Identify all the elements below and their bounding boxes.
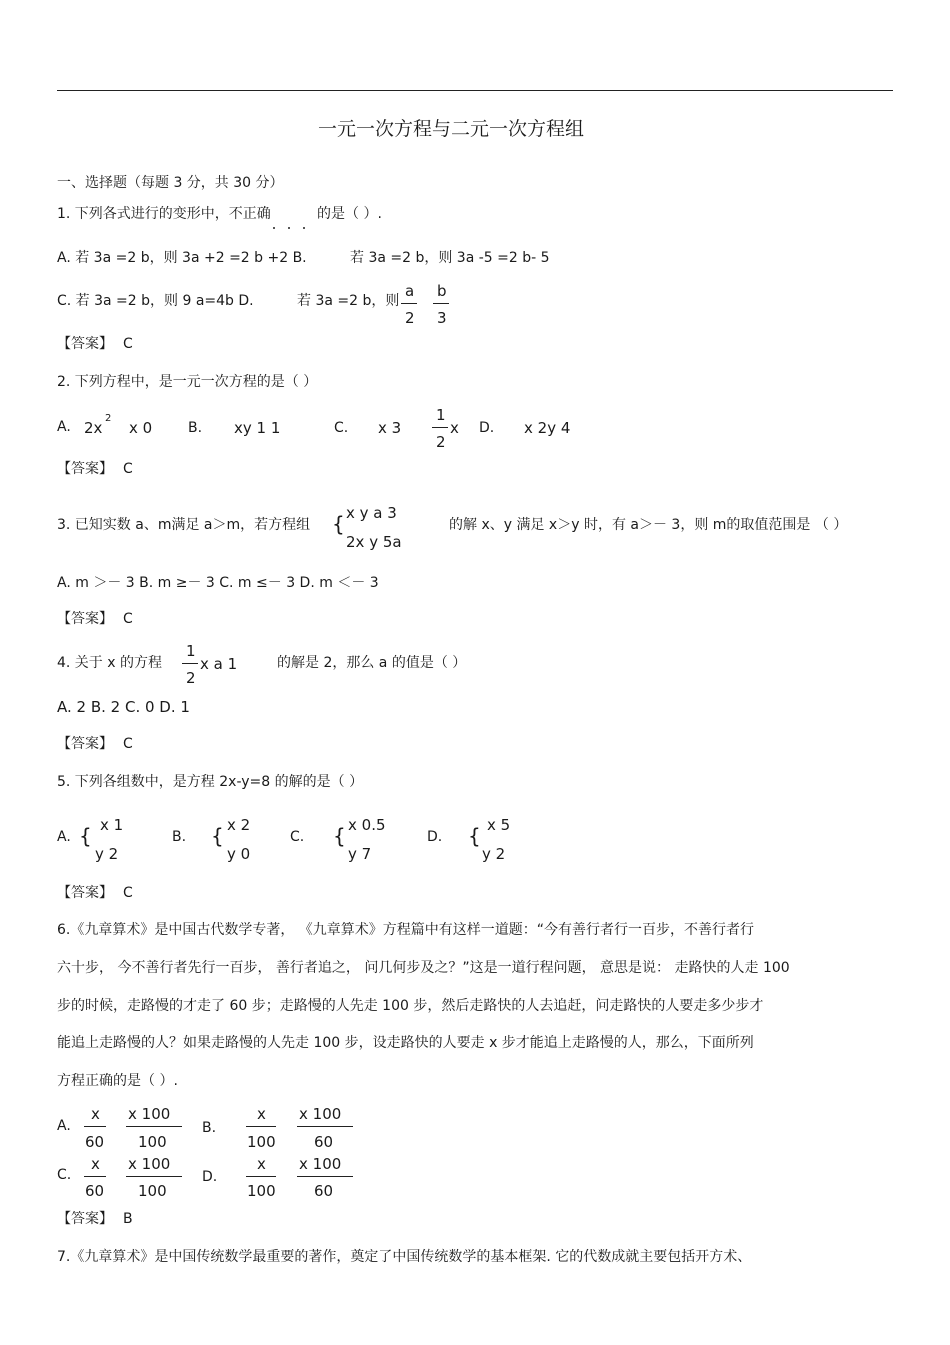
fraction-bar	[246, 1126, 276, 1127]
q4-stem-a: 4. 关于 x 的方程	[57, 655, 162, 671]
q6-line-5: 方程正确的是（ ）.	[57, 1073, 178, 1089]
option-label: C.	[334, 420, 349, 436]
q5-d-row-1: x 5	[487, 816, 511, 834]
option-label: A.	[57, 1118, 71, 1134]
fraction-denominator: 100	[138, 1182, 167, 1200]
system-brace: {	[332, 512, 345, 536]
q4-stem-b: 的解是 2，那么 a 的值是（ ）	[277, 655, 467, 671]
answer-label: 【答案】	[57, 736, 113, 752]
system-brace: {	[333, 824, 346, 848]
q5-stem: 5. 下列各组数中，是方程 2x-y=8 的解的是（ ）	[57, 774, 364, 790]
q7-line-1: 7.《九章算术》是中国传统数学最重要的著作，奠定了中国传统数学的基本框架. 它的代数成就主要包括开方术、	[57, 1249, 752, 1265]
fraction-numerator: x	[257, 1105, 266, 1123]
answer-label: 【答案】	[57, 611, 113, 627]
fraction-numerator: b	[437, 282, 447, 300]
fraction-bar	[433, 303, 449, 304]
option-label: D.	[427, 829, 443, 845]
q2-option-c-tail: x	[450, 419, 459, 437]
q1-option-d: 若 3a =2 b，则	[297, 293, 400, 309]
fraction-bar	[126, 1176, 182, 1177]
q2-stem: 2. 下列方程中，是一元一次方程的是（ ）	[57, 374, 318, 390]
q5-b-row-2: y 0	[227, 845, 251, 863]
fraction-numerator: a	[405, 282, 415, 300]
fraction-bar	[401, 303, 417, 304]
system-brace: {	[468, 824, 481, 848]
fraction-denominator: 100	[247, 1182, 276, 1200]
q2-option-a-tail: x 0	[129, 419, 153, 437]
system-row-1: x y a 3	[346, 504, 397, 522]
q2-option-b-expr: xy 1 1	[234, 419, 281, 437]
q6-line-3: 步的时候，走路慢的才走了 60 步；走路慢的人先走 100 步，然后走路快的人去追赶，问走路快的人要走多少步才	[57, 998, 764, 1014]
fraction-numerator: x 100	[128, 1105, 171, 1123]
option-label: A.	[57, 419, 71, 435]
q3-options: A. m ＞－ 3 B. m ≥－ 3 C. m ≤－ 3 D. m ＜－ 3	[57, 575, 379, 591]
option-label: B.	[172, 829, 187, 845]
fraction-denominator: 2	[436, 433, 446, 451]
fraction-bar	[432, 427, 448, 428]
system-row-2: 2x y 5a	[346, 533, 402, 551]
option-label: C.	[57, 1167, 72, 1183]
q3-stem-a: 3. 已知实数 a、m满足 a＞m，若方程组	[57, 517, 311, 533]
fraction-bar	[246, 1176, 276, 1177]
q5-c-row-2: y 7	[348, 845, 372, 863]
option-label: B.	[188, 420, 203, 436]
q6-line-4: 能追上走路慢的人？如果走路慢的人先走 100 步，设走路快的人要走 x 步才能追上走路慢的人，那么，下面所列	[57, 1035, 754, 1051]
answer-value: C	[123, 461, 133, 477]
exponent: 2	[105, 413, 112, 424]
q1-stem-a: 1. 下列各式进行的变形中，不正确	[57, 206, 271, 222]
fraction-numerator: 1	[436, 406, 446, 424]
q5-b-row-1: x 2	[227, 816, 251, 834]
answer-label: 【答案】	[57, 336, 113, 352]
fraction-bar	[84, 1176, 106, 1177]
fraction-denominator: 60	[314, 1182, 334, 1200]
page-title: 一元一次方程与二元一次方程组	[318, 118, 585, 140]
q2-option-a-expr: 2x	[84, 419, 103, 437]
fraction-numerator: x 100	[299, 1155, 342, 1173]
fraction-denominator: 60	[85, 1133, 105, 1151]
option-label: A.	[57, 829, 71, 845]
fraction-denominator: 3	[437, 309, 447, 327]
answer-value: B	[123, 1211, 133, 1227]
fraction-denominator: 100	[247, 1133, 276, 1151]
top-rule	[57, 90, 893, 91]
answer-value: C	[123, 736, 133, 752]
q2-option-c-expr: x 3	[378, 419, 402, 437]
system-brace: {	[211, 824, 224, 848]
answer-label: 【答案】	[57, 885, 113, 901]
q2-option-d-expr: x 2y 4	[524, 419, 571, 437]
q1-option-b: 若 3a =2 b，则 3a -5 =2 b- 5	[350, 250, 550, 266]
answer-label: 【答案】	[57, 461, 113, 477]
emphasis-dot	[288, 227, 290, 229]
answer-value: C	[123, 885, 133, 901]
fraction-bar	[297, 1176, 353, 1177]
emphasis-dot	[273, 227, 275, 229]
q3-stem-b: 的解 x、y 满足 x＞y 时，有 a＞－ 3，则 m的取值范围是 （ ）	[449, 517, 848, 533]
q4-options: A. 2 B. 2 C. 0 D. 1	[57, 698, 190, 716]
fraction-denominator: 2	[186, 669, 196, 687]
answer-value: C	[123, 611, 133, 627]
q1-option-a: A. 若 3a =2 b，则 3a +2 =2 b +2 B.	[57, 250, 307, 266]
option-label: B.	[202, 1120, 217, 1136]
section-heading: 一、选择题（每题 3 分，共 30 分）	[57, 175, 284, 191]
q4-equation: x a 1	[200, 655, 238, 673]
fraction-numerator: x	[257, 1155, 266, 1173]
fraction-denominator: 100	[138, 1133, 167, 1151]
fraction-numerator: x	[91, 1155, 100, 1173]
q6-line-2: 六十步， 今不善行者先行一百步， 善行者追之， 问几何步及之？”这是一道行程问题， 意思是说： 走路快的人走 100	[57, 960, 790, 976]
fraction-numerator: x 100	[128, 1155, 171, 1173]
q5-a-row-1: x 1	[100, 816, 124, 834]
option-label: D.	[479, 420, 495, 436]
option-label: C.	[290, 829, 305, 845]
q5-a-row-2: y 2	[95, 845, 119, 863]
q1-stem-b: 的是（ ）.	[317, 206, 382, 222]
answer-label: 【答案】	[57, 1211, 113, 1227]
q5-c-row-1: x 0.5	[348, 816, 386, 834]
fraction-bar	[297, 1126, 353, 1127]
fraction-numerator: 1	[186, 642, 196, 660]
fraction-bar	[84, 1126, 106, 1127]
fraction-denominator: 60	[314, 1133, 334, 1151]
fraction-denominator: 60	[85, 1182, 105, 1200]
q5-d-row-2: y 2	[482, 845, 506, 863]
fraction-bar	[182, 663, 198, 664]
q1-option-c: C. 若 3a =2 b，则 9 a=4b D.	[57, 293, 254, 309]
option-label: D.	[202, 1169, 218, 1185]
fraction-bar	[126, 1126, 182, 1127]
fraction-denominator: 2	[405, 309, 415, 327]
fraction-numerator: x	[91, 1105, 100, 1123]
emphasis-dot	[303, 227, 305, 229]
system-brace: {	[79, 824, 92, 848]
answer-value: C	[123, 336, 133, 352]
q6-line-1: 6.《九章算术》是中国古代数学专著， 《九章算术》方程篇中有这样一道题：“今有善行者行一百步，不善行者行	[57, 922, 755, 938]
fraction-numerator: x 100	[299, 1105, 342, 1123]
